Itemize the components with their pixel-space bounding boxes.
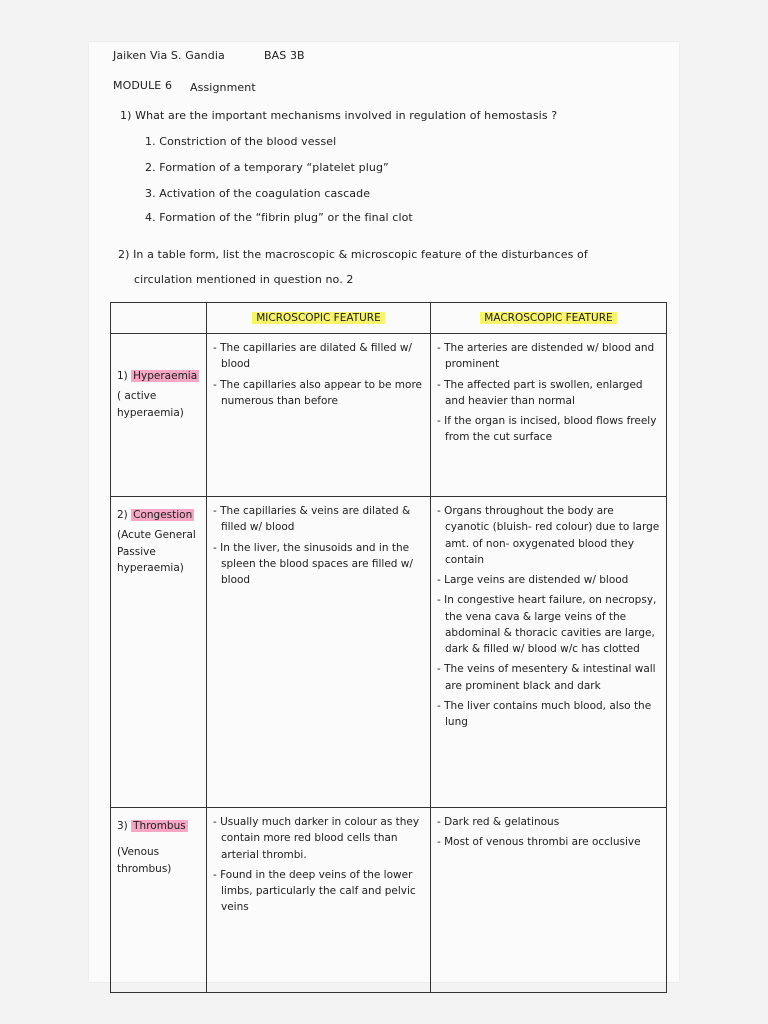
- question-1: 1) What are the important mechanisms involved in regulation of hemostasis ?: [120, 109, 558, 122]
- macroscopic-point: - The affected part is swollen, enlarged and heavier than normal: [437, 378, 643, 407]
- macroscopic-point: - Most of venous thrombi are occlusive: [437, 836, 641, 849]
- macroscopic-point: - The liver contains much blood, also the lung: [437, 699, 652, 729]
- q1-answer-3: 3. Activation of the coagulation cascade: [145, 187, 371, 200]
- table-header-row: [111, 303, 667, 334]
- assignment-title: Assignment: [190, 81, 256, 94]
- q1-answer-2: 2. Formation of a temporary “platelet plug”: [145, 161, 389, 174]
- macroscopic-point: - In congestive heart failure, on necropsy, the vena cava & large veins of the abdominal & thoracic cavities are large, dark & filled w/ blood w/c has clotted: [437, 594, 657, 656]
- microscopic-point: - Usually much darker in colour as they contain more red blood cells than arterial thrombi.: [213, 816, 420, 861]
- empty-header-cell: [111, 303, 207, 334]
- condition-number: 1): [117, 370, 128, 382]
- macroscopic-cell: [431, 334, 667, 497]
- microscopic-point: - In the liver, the sinusoids and in the spleen the blood spaces are filled w/ blood: [213, 541, 413, 587]
- macroscopic-header: [431, 303, 667, 334]
- microscopic-cell: [207, 808, 431, 993]
- condition-cell: [111, 497, 207, 808]
- table-row: [111, 808, 667, 993]
- student-name: Jaiken Via S. Gandia: [113, 49, 225, 62]
- circulation-disturbances-table: [110, 302, 667, 993]
- question-2-line-2: circulation mentioned in question no. 2: [134, 273, 354, 286]
- condition-name: Congestion: [133, 509, 193, 521]
- macroscopic-cell: [431, 497, 667, 808]
- table-row: [111, 497, 667, 808]
- module-label: MODULE 6: [113, 79, 173, 92]
- macroscopic-point: - If the organ is incised, blood flows freely from the cut surface: [437, 415, 657, 444]
- condition-name: Thrombus: [133, 820, 186, 832]
- condition-subtitle: (Venous thrombus): [117, 846, 172, 875]
- student-section: BAS 3B: [264, 49, 305, 62]
- q1-answer-4: 4. Formation of the “fibrin plug” or the final clot: [145, 211, 413, 224]
- macroscopic-cell: [431, 808, 667, 993]
- condition-name: Hyperaemia: [133, 370, 198, 382]
- macroscopic-point: - The arteries are distended w/ blood and prominent: [437, 342, 655, 371]
- table-row: [111, 334, 667, 497]
- microscopic-cell: [207, 334, 431, 497]
- microscopic-header-label: MICROSCOPIC FEATURE: [252, 312, 384, 324]
- condition-number: 3): [117, 820, 128, 832]
- condition-cell: [111, 334, 207, 497]
- microscopic-point: - The capillaries also appear to be more numerous than before: [213, 378, 422, 407]
- macroscopic-point: - Organs throughout the body are cyanotic (bluish- red colour) due to large amt. of non- oxygenated blood they contain: [437, 505, 660, 566]
- macroscopic-point: - Dark red & gelatinous: [437, 816, 560, 828]
- microscopic-point: - Found in the deep veins of the lower limbs, particularly the calf and pelvic veins: [213, 868, 416, 914]
- microscopic-point: - The capillaries & veins are dilated & filled w/ blood: [213, 505, 411, 534]
- q1-answer-1: 1. Constriction of the blood vessel: [145, 135, 337, 148]
- microscopic-header: [207, 303, 431, 334]
- condition-subtitle: ( active hyperaemia): [117, 390, 184, 419]
- macroscopic-point: - The veins of mesentery & intestinal wall are prominent black and dark: [437, 663, 656, 692]
- microscopic-cell: [207, 497, 431, 808]
- question-2-line-1: 2) In a table form, list the macroscopic & microscopic feature of the disturbances of: [118, 248, 588, 261]
- condition-number: 2): [117, 509, 128, 521]
- condition-subtitle: (Acute General Passive hyperaemia): [117, 529, 196, 574]
- macroscopic-header-label: MACROSCOPIC FEATURE: [480, 312, 616, 324]
- macroscopic-point: - Large veins are distended w/ blood: [437, 574, 629, 587]
- condition-cell: [111, 808, 207, 993]
- microscopic-point: - The capillaries are dilated & filled w/ blood: [213, 342, 412, 371]
